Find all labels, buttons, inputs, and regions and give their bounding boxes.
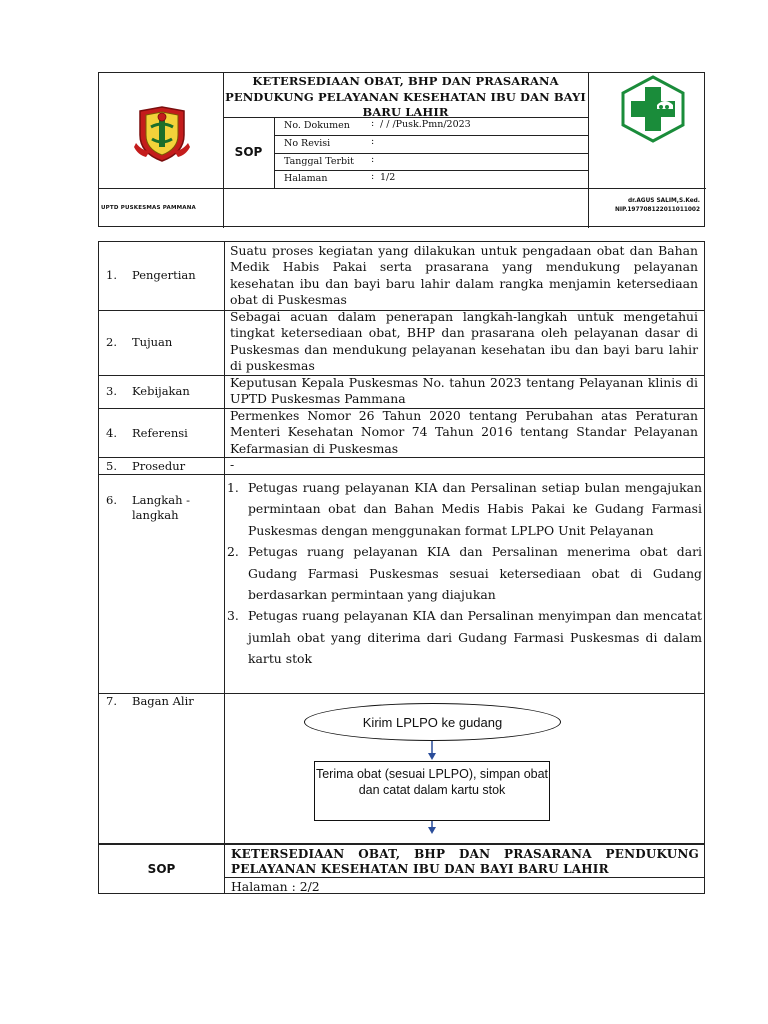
section-text-kebijakan: Keputusan Kepala Puskesmas No. tahun 2023 tentang Pelayanan klinis di UPTD Puskesmas Pammana bbox=[230, 375, 698, 407]
footer-page-number: Halaman : 2/2 bbox=[231, 879, 320, 894]
section-label-langkah: 6. Langkah - langkah bbox=[106, 493, 191, 522]
meta-issue-date: Tanggal Terbit : bbox=[284, 154, 375, 167]
organization-name: UPTD PUSKESMAS PAMMANA bbox=[101, 205, 197, 211]
document-footer bbox=[98, 844, 705, 894]
signer-name: dr.AGUS SALIM,S.Ked. bbox=[627, 198, 700, 204]
flowchart-start-node: Kirim LPLPO ke gudang bbox=[304, 703, 561, 741]
document-header bbox=[98, 72, 705, 227]
section-label-bagan-alir: 7. Bagan Alir bbox=[106, 694, 194, 708]
puskesmas-logo bbox=[617, 75, 689, 143]
list-item: 1. Petugas ruang pelayanan KIA dan Persalinan setiap bulan mengajukan permintaan obat dan Bahan Medis Habis Pakai ke Gudang Farmasi Puskesmas dengan menggunakan format LPLPO Unit Pelayanan bbox=[227, 480, 702, 538]
section-text-referensi: Permenkes Nomor 26 Tahun 2020 tentang Perubahan atas Peraturan Menteri Kesehatan Nomor 74 Tahun 2016 tentang Standar Pelayanan Kefarmasian di Puskesmas bbox=[230, 408, 698, 456]
document-title: KETERSEDIAAN OBAT, BHP DAN PRASARANA PENDUKUNG PELAYANAN KESEHATAN IBU DAN BAYI BARU LAHIR bbox=[225, 74, 586, 119]
list-item: 2. Petugas ruang pelayanan KIA dan Persalinan menerima obat dari Gudang Farmasi Puskesmas sesuai ketersediaan obat di Gudang berdasarkan permintaan yang diajukan bbox=[227, 544, 702, 603]
steps-list bbox=[224, 477, 702, 670]
section-text-tujuan: Sebagai acuan dalam penerapan langkah-langkah untuk mengetahui tingkat ketersediaan obat, BHP dan prasarana oleh pelayanan dasar di Puskesmas dan mendukung pelayanan kesehatan ibu dan bayi baru lahir di puskesmas bbox=[230, 309, 698, 374]
section-label-kebijakan: 3. Kebijakan bbox=[106, 384, 190, 398]
section-label-tujuan: 2. Tujuan bbox=[106, 335, 173, 349]
section-text-prosedur: - bbox=[230, 457, 235, 472]
flowchart-arrow-icon bbox=[426, 821, 438, 835]
footer-sop-label: SOP bbox=[147, 862, 176, 876]
signer-nip: NIP.197708122011011002 bbox=[615, 207, 700, 213]
section-label-referensi: 4. Referensi bbox=[106, 426, 188, 440]
list-item: 3. Petugas ruang pelayanan KIA dan Persalinan menyimpan dan mencatat jumlah obat yang diterima dari Gudang Farmasi Puskesmas di dalam kartu stok bbox=[227, 608, 702, 667]
meta-page: Halaman : 1/2 bbox=[284, 171, 396, 184]
meta-document-number: No. Dokumen : / / /Pusk.Pmn/2023 bbox=[284, 118, 471, 131]
section-label-pengertian: 1. Pengertian bbox=[106, 268, 196, 282]
footer-title: KETERSEDIAAN OBAT, BHP DAN PRASARANA PENDUKUNG PELAYANAN KESEHATAN IBU DAN BAYI BARU LAHIR bbox=[231, 847, 699, 876]
signer-block bbox=[615, 197, 700, 215]
flowchart-arrow-icon bbox=[426, 741, 438, 761]
sop-label: SOP bbox=[234, 145, 263, 159]
regional-emblem-logo bbox=[132, 105, 192, 163]
flowchart-process-node: Terima obat (sesuai LPLPO), simpan obat dan catat dalam kartu stok bbox=[314, 761, 550, 821]
meta-revision: No Revisi : bbox=[284, 136, 375, 149]
section-label-prosedur: 5. Prosedur bbox=[106, 459, 186, 473]
section-text-pengertian: Suatu proses kegiatan yang dilakukan untuk pengadaan obat dan Bahan Medik Habis Pakai serta prasarana yang mendukung pelayanan kesehatan ibu dan bayi baru lahir dalam rangka menjamin ketersediaan obat di Puskesmas bbox=[230, 243, 698, 308]
